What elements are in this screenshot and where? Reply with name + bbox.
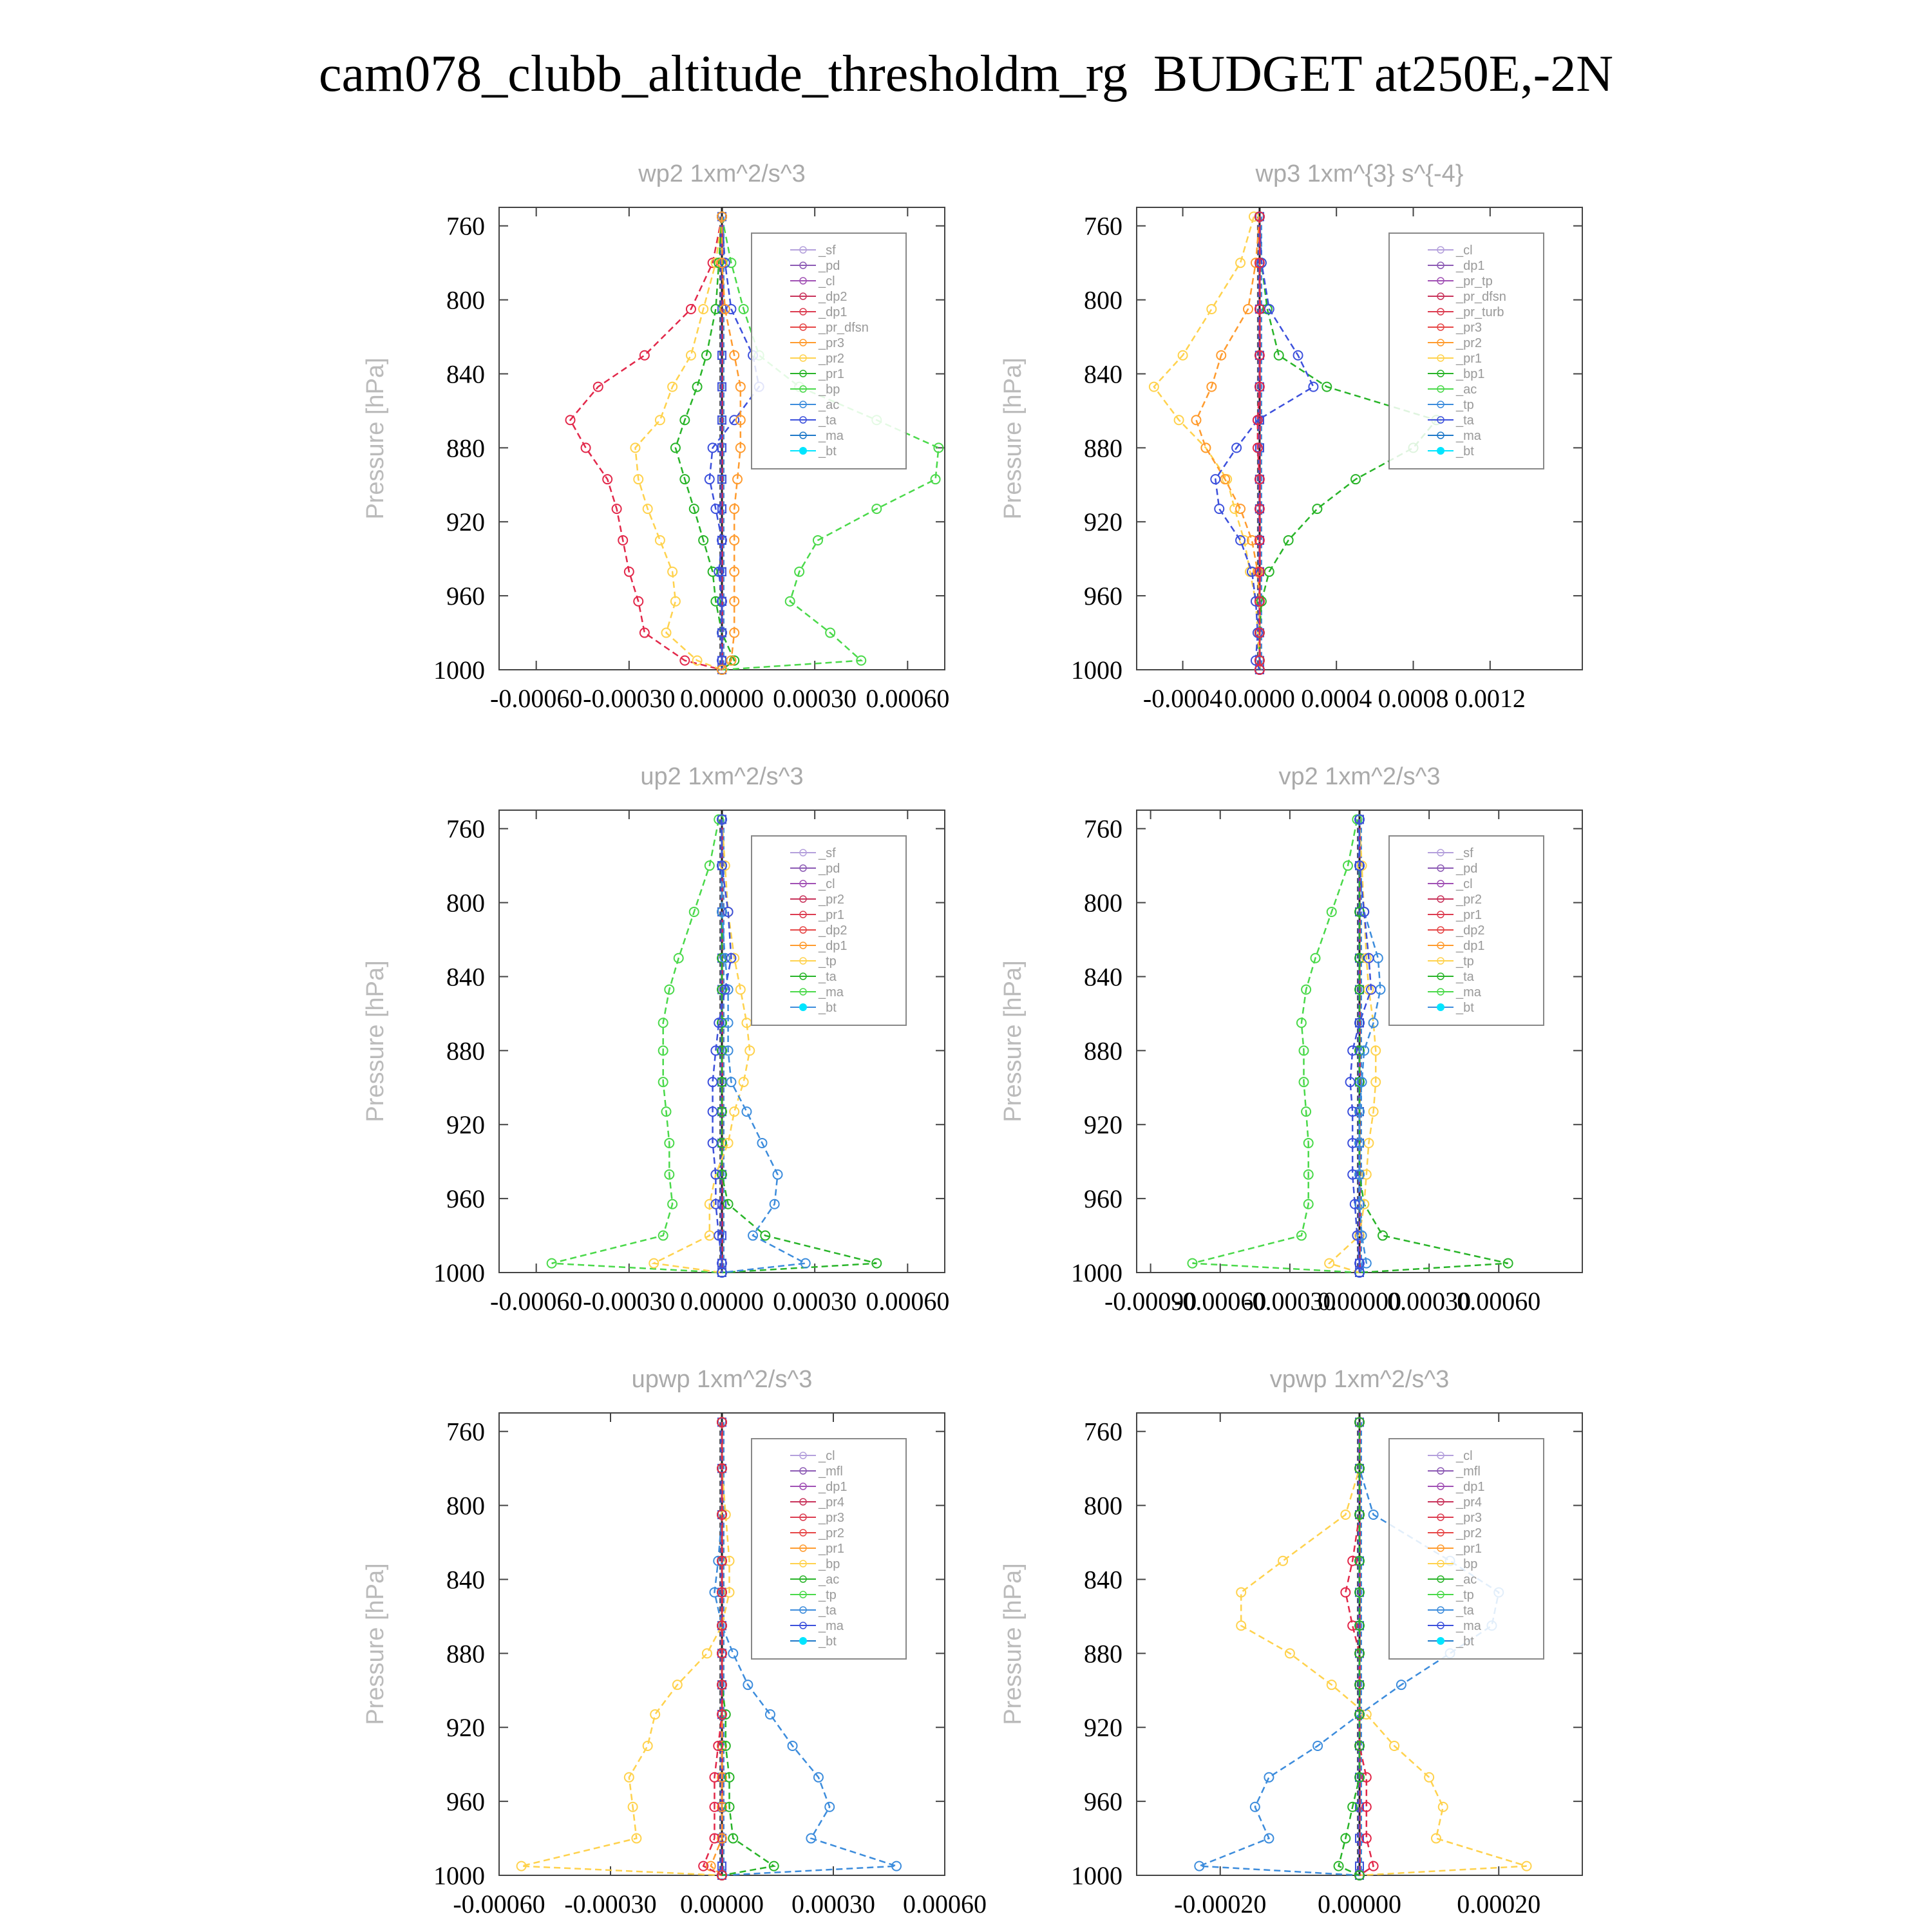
y-tick-label: 760 <box>1084 211 1122 241</box>
legend-label: _ac <box>1456 1573 1477 1587</box>
data-point <box>742 1107 751 1116</box>
legend-label: _bp <box>819 383 840 397</box>
legend-label: _ac <box>1456 383 1477 397</box>
x-tick-label: 0.00000 <box>1318 1889 1401 1918</box>
panel-1 <box>999 160 1582 713</box>
legend-label: _dp2 <box>1456 923 1485 938</box>
legend-label: _sf <box>819 846 836 860</box>
series-line <box>552 819 722 1273</box>
legend-label: _pr1 <box>1456 1542 1482 1556</box>
y-tick-label: 920 <box>1084 1110 1122 1140</box>
y-axis-label: Pressure [hPa] <box>999 960 1027 1122</box>
legend-label: _ma <box>1456 429 1481 443</box>
x-tick-label: 0.00000 <box>1318 1287 1401 1316</box>
legend-label: _dp2 <box>819 290 848 304</box>
legend-marker <box>799 1637 807 1645</box>
panel-title: vpwp 1xm^2/s^3 <box>1269 1366 1450 1393</box>
x-tick-label: -0.00030 <box>564 1889 657 1918</box>
legend-label: _bt <box>819 1001 837 1015</box>
legend-label: _ma <box>1456 1619 1481 1633</box>
panel-title: wp3 1xm^{3} s^{-4} <box>1255 160 1464 187</box>
legend-label: _pr_tp <box>1456 274 1493 289</box>
x-tick-label: -0.00060 <box>453 1889 545 1918</box>
x-tick-label: 0.00060 <box>1457 1287 1541 1316</box>
data-point <box>1264 1773 1273 1782</box>
legend-label: _ta <box>1456 970 1474 984</box>
y-tick-label: 920 <box>446 1713 485 1743</box>
panel-title: wp2 1xm^2/s^3 <box>638 160 806 187</box>
x-tick-label: 0.00030 <box>1387 1287 1472 1316</box>
data-point <box>1374 954 1383 963</box>
x-tick-label: -0.00020 <box>1174 1889 1267 1918</box>
x-tick-label: -0.00030 <box>1244 1287 1336 1316</box>
y-axis-label: Pressure [hPa] <box>362 960 389 1122</box>
legend-label: _pr2 <box>1456 893 1482 907</box>
y-tick-label: 880 <box>1084 1036 1122 1066</box>
x-tick-label: 0.00000 <box>680 1287 764 1316</box>
y-tick-label: 800 <box>446 1491 485 1520</box>
y-tick-label: 1000 <box>1071 1258 1122 1287</box>
panel-4 <box>362 1366 987 1918</box>
data-point <box>728 1649 737 1658</box>
panel-2 <box>362 763 949 1316</box>
legend-label: _bp1 <box>1456 367 1485 381</box>
y-tick-label: 840 <box>1084 1565 1122 1595</box>
legend-label: _mfl <box>819 1464 843 1479</box>
panel-title: up2 1xm^2/s^3 <box>640 763 804 790</box>
y-axis-label: Pressure [hPa] <box>362 357 389 520</box>
data-point <box>1215 504 1224 513</box>
legend-label: _pr_dfsn <box>1456 290 1506 304</box>
y-tick-label: 920 <box>1084 507 1122 537</box>
legend-label: _dp1 <box>1456 939 1485 953</box>
legend-marker <box>799 447 807 455</box>
legend-label: _tp <box>1456 1588 1474 1602</box>
series-line <box>722 216 741 670</box>
y-tick-label: 800 <box>1084 285 1122 315</box>
x-tick-label: 0.00030 <box>773 1287 857 1316</box>
y-tick-label: 960 <box>446 582 485 611</box>
y-axis-label: Pressure [hPa] <box>999 357 1027 520</box>
legend-label: _pr2 <box>819 352 845 366</box>
data-point <box>671 597 680 606</box>
legend-label: _pr1 <box>819 908 845 922</box>
panel-title: upwp 1xm^2/s^3 <box>631 1366 813 1393</box>
legend-label: _bt <box>1456 444 1474 459</box>
panel-0 <box>362 160 949 713</box>
legend-label: _pr3 <box>1456 321 1482 335</box>
legend-label: _pr1 <box>1456 908 1482 922</box>
y-tick-label: 920 <box>446 507 485 537</box>
y-tick-label: 1000 <box>1071 1861 1122 1890</box>
legend-label: _pr3 <box>819 1511 845 1525</box>
data-point <box>650 1710 659 1719</box>
x-tick-label: 0.0004 <box>1301 684 1372 713</box>
legend-label: _ac <box>819 1573 840 1587</box>
y-tick-label: 960 <box>1084 1184 1122 1214</box>
x-tick-label: -0.00060 <box>490 684 583 713</box>
data-point <box>656 536 665 545</box>
legend-label: _tp <box>819 1588 837 1602</box>
y-tick-label: 840 <box>1084 962 1122 992</box>
data-point <box>693 383 702 392</box>
data-point <box>1278 1557 1287 1566</box>
legend-marker <box>1437 447 1444 455</box>
panel-3 <box>999 763 1582 1316</box>
data-point <box>1236 258 1245 267</box>
y-tick-label: 800 <box>446 888 485 918</box>
legend-label: _pr1 <box>819 1542 845 1556</box>
legend-label: _pr3 <box>819 336 845 350</box>
y-tick-label: 800 <box>1084 888 1122 918</box>
y-tick-label: 1000 <box>433 1258 485 1287</box>
legend-label: _ta <box>819 413 837 428</box>
legend-label: _bt <box>819 444 837 459</box>
data-point <box>1191 415 1200 424</box>
legend-label: _pr3 <box>1456 1511 1482 1525</box>
legend-label: _ta <box>1456 413 1474 428</box>
data-point <box>1236 504 1245 513</box>
legend-label: _bt <box>1456 1634 1474 1649</box>
legend-label: _tp <box>1456 398 1474 412</box>
x-tick-label: 0.0000 <box>1224 684 1295 713</box>
legend-label: _pr1 <box>819 367 845 381</box>
legend-label: _ma <box>819 429 844 443</box>
legend-label: _pr_turb <box>1456 305 1504 319</box>
y-tick-label: 1000 <box>433 1861 485 1890</box>
legend-label: _sf <box>1456 846 1473 860</box>
legend-label: _cl <box>819 274 835 289</box>
x-tick-label: -0.0004 <box>1142 684 1223 713</box>
data-point <box>582 443 591 452</box>
series-line <box>571 216 722 670</box>
x-tick-label: 0.00030 <box>791 1889 875 1918</box>
legend-label: _ta <box>819 970 837 984</box>
x-tick-label: 0.00000 <box>680 1889 764 1918</box>
y-tick-label: 880 <box>446 433 485 463</box>
x-tick-label: -0.00060 <box>490 1287 583 1316</box>
x-tick-label: 0.00020 <box>1457 1889 1541 1918</box>
legend-label: _mfl <box>1456 1464 1481 1479</box>
y-tick-label: 760 <box>446 1417 485 1446</box>
y-tick-label: 800 <box>446 285 485 315</box>
legend-label: _bt <box>819 1634 837 1649</box>
x-tick-label: 0.0008 <box>1378 684 1449 713</box>
y-tick-label: 1000 <box>433 656 485 685</box>
y-axis-label: Pressure [hPa] <box>362 1563 389 1725</box>
data-point <box>766 1710 775 1719</box>
legend-marker <box>799 1003 807 1011</box>
y-tick-label: 960 <box>446 1184 485 1214</box>
legend-label: _pd <box>819 862 840 876</box>
legend-label: _pr2 <box>1456 1526 1482 1540</box>
series-line <box>522 1422 730 1875</box>
legend-label: _ma <box>819 985 844 999</box>
x-tick-label: -0.00030 <box>583 1287 676 1316</box>
series-line <box>1339 1422 1359 1875</box>
legend-label: _ma <box>1456 985 1481 999</box>
legend-label: _tp <box>819 954 837 969</box>
legend-label: _cl <box>1456 243 1473 258</box>
y-tick-label: 880 <box>1084 433 1122 463</box>
y-tick-label: 760 <box>1084 814 1122 844</box>
y-tick-label: 960 <box>1084 582 1122 611</box>
legend-marker <box>1437 1003 1444 1011</box>
legend-label: _sf <box>819 243 836 258</box>
y-tick-label: 840 <box>446 359 485 389</box>
legend-label: _ta <box>819 1604 837 1618</box>
x-tick-label: 0.00060 <box>866 1287 950 1316</box>
y-tick-label: 800 <box>1084 1491 1122 1520</box>
legend-label: _cl <box>819 877 835 891</box>
legend-label: _dp1 <box>819 939 848 953</box>
data-point <box>703 1649 712 1658</box>
series-line <box>635 216 722 670</box>
legend-label: _dp1 <box>819 305 848 319</box>
y-tick-label: 960 <box>446 1787 485 1817</box>
legend-label: _bp <box>819 1557 840 1571</box>
legend-marker <box>1437 1637 1444 1645</box>
y-tick-label: 920 <box>1084 1713 1122 1743</box>
legend-label: _cl <box>1456 1449 1473 1463</box>
legend-label: _pr_dfsn <box>819 321 869 335</box>
y-tick-label: 880 <box>1084 1639 1122 1669</box>
legend-label: _cl <box>1456 877 1473 891</box>
data-point <box>1309 383 1318 392</box>
legend-label: _dp1 <box>819 1480 848 1494</box>
y-tick-label: 840 <box>446 962 485 992</box>
x-tick-label: -0.00060 <box>1174 1287 1267 1316</box>
x-tick-label: 0.00000 <box>680 684 764 713</box>
legend-label: _dp1 <box>1456 259 1485 273</box>
legend-label: _tp <box>1456 954 1474 969</box>
legend-label: _pr4 <box>1456 1495 1482 1510</box>
y-tick-label: 840 <box>1084 359 1122 389</box>
x-tick-label: 0.00060 <box>903 1889 987 1918</box>
y-tick-label: 880 <box>446 1639 485 1669</box>
legend-label: _cl <box>819 1449 835 1463</box>
y-tick-label: 960 <box>1084 1787 1122 1817</box>
legend-label: _pr2 <box>1456 336 1482 350</box>
x-tick-label: 0.00030 <box>773 684 857 713</box>
y-tick-label: 760 <box>446 814 485 844</box>
legend-label: _dp2 <box>819 923 848 938</box>
legend-label: _pr1 <box>1456 352 1482 366</box>
legend-label: _ta <box>1456 1604 1474 1618</box>
legend-label: _pr2 <box>819 1526 845 1540</box>
legend-label: _pd <box>1456 862 1478 876</box>
legend-label: _ac <box>819 398 840 412</box>
y-tick-label: 840 <box>446 1565 485 1595</box>
y-tick-label: 1000 <box>1071 656 1122 685</box>
y-tick-label: 880 <box>446 1036 485 1066</box>
legend-label: _bp <box>1456 1557 1478 1571</box>
panel-5 <box>999 1366 1582 1918</box>
y-tick-label: 760 <box>446 211 485 241</box>
y-tick-label: 760 <box>1084 1417 1122 1446</box>
figure-title: cam078_clubb_altitude_thresholdm_rg BUDGET at250E,-2N <box>318 46 1614 102</box>
legend-label: _pr4 <box>819 1495 845 1510</box>
x-tick-label: 0.00060 <box>866 684 950 713</box>
x-tick-label: -0.00030 <box>583 684 676 713</box>
data-point <box>1207 305 1216 314</box>
legend-label: _dp1 <box>1456 1480 1485 1494</box>
y-tick-label: 920 <box>446 1110 485 1140</box>
panel-title: vp2 1xm^2/s^3 <box>1278 763 1441 790</box>
y-axis-label: Pressure [hPa] <box>999 1563 1027 1725</box>
data-point <box>687 351 696 360</box>
x-tick-label: 0.0012 <box>1454 684 1526 713</box>
series-line <box>1193 819 1360 1273</box>
legend-label: _pr2 <box>819 893 845 907</box>
x-tick-label: -0.00090 <box>1104 1287 1197 1316</box>
data-point <box>656 415 665 424</box>
legend-label: _bt <box>1456 1001 1474 1015</box>
legend-label: _ma <box>819 1619 844 1633</box>
data-point <box>1312 504 1321 513</box>
legend-label: _pd <box>819 259 840 273</box>
data-point <box>640 351 649 360</box>
